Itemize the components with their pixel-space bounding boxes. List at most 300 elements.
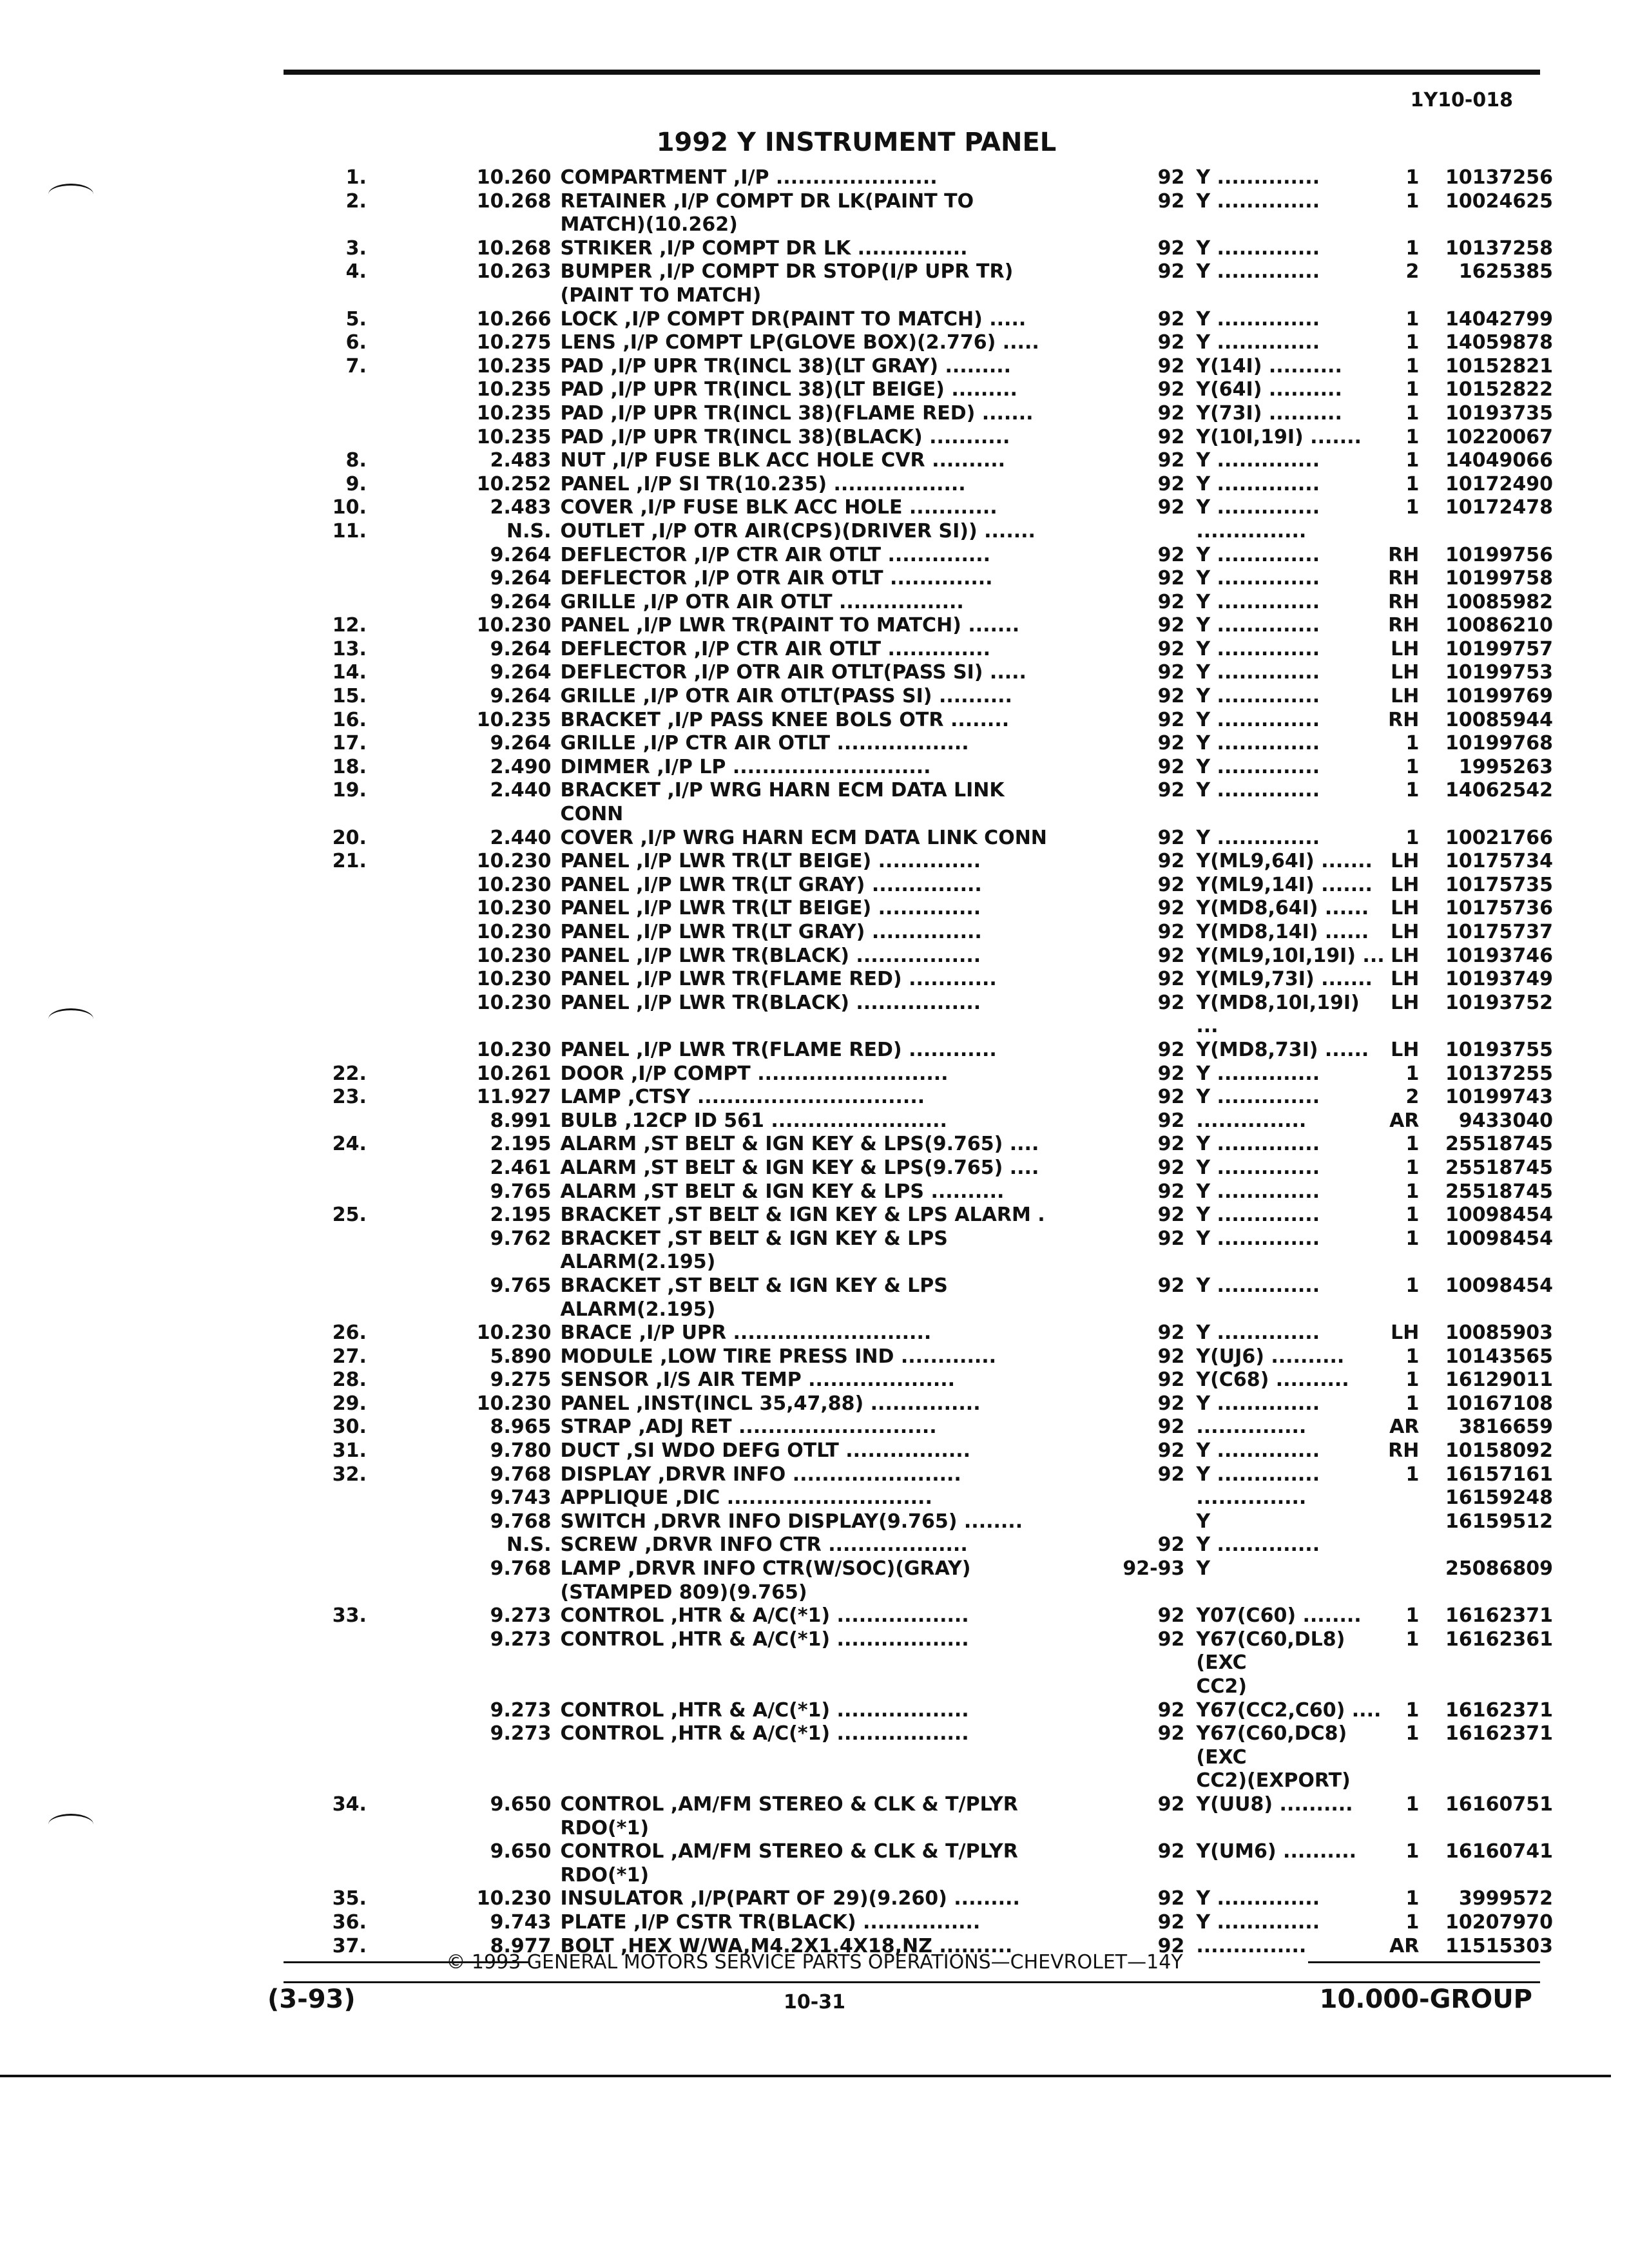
part-description: PANEL ,I/P LWR TR(PAINT TO MATCH) .......: [560, 614, 1020, 637]
part-description: LAMP ,DRVR INFO CTR(W/SOC)(GRAY) (STAMPED 809)(9.765): [560, 1557, 971, 1604]
quantity: LH: [1391, 637, 1420, 660]
margin-mark: [48, 1008, 93, 1030]
quantity: LH: [1391, 1038, 1420, 1061]
usage-code: Y ..............: [1196, 1086, 1320, 1109]
page-number: 10-31: [784, 1991, 845, 2013]
table-row: [303, 1110, 1553, 1133]
model-year: 92: [1157, 425, 1185, 448]
quantity: 1: [1405, 189, 1420, 213]
part-number: 10220067: [1445, 425, 1553, 448]
item-number: 37.: [332, 1934, 367, 1957]
part-description: STRIKER ,I/P COMPT DR LK ...............: [560, 236, 968, 260]
item-number: 30.: [332, 1416, 367, 1439]
usage-code: Y ..............: [1196, 472, 1320, 495]
model-year: 92: [1157, 637, 1185, 660]
item-number: 24.: [332, 1133, 367, 1156]
part-description: APPLIQUE ,DIC ............................: [560, 1486, 932, 1510]
part-number: 10199757: [1445, 637, 1553, 660]
quantity: 1: [1405, 1345, 1420, 1368]
model-year: 92: [1157, 260, 1185, 284]
table-row: [303, 1180, 1553, 1204]
item-number: 11.: [332, 519, 367, 543]
top-rule: [284, 70, 1540, 75]
usage-code: Y ..............: [1196, 685, 1320, 708]
item-number: 25.: [332, 1204, 367, 1227]
group-number: 9.273: [490, 1722, 552, 1745]
part-number: 10158092: [1445, 1439, 1553, 1463]
item-number: 17.: [332, 732, 367, 755]
item-number: 27.: [332, 1345, 367, 1368]
usage-code: Y ..............: [1196, 1439, 1320, 1463]
group-number: 2.483: [490, 449, 552, 472]
usage-code: Y ..............: [1196, 1321, 1320, 1345]
usage-code: Y(ML9,14I) .......: [1196, 873, 1373, 896]
group-number: 9.275: [490, 1369, 552, 1392]
part-description: DEFLECTOR ,I/P CTR AIR OTLT ..............: [560, 543, 991, 566]
part-number: 10193755: [1445, 1038, 1553, 1061]
table-row: [303, 544, 1553, 568]
usage-code: ...............: [1196, 1416, 1307, 1439]
model-year: 92: [1157, 1840, 1185, 1863]
group-number: 9.273: [490, 1628, 552, 1651]
table-row: [303, 1039, 1553, 1062]
group-number: 2.440: [490, 826, 552, 849]
table-row: [303, 850, 1553, 874]
quantity: 1: [1405, 1392, 1420, 1415]
part-description: CONTROL ,AM/FM STEREO & CLK & T/PLYR RDO(*1): [560, 1840, 1018, 1887]
quantity: LH: [1391, 944, 1420, 967]
table-row: [303, 661, 1553, 685]
usage-code: ...............: [1196, 519, 1307, 543]
model-year: 92: [1157, 1604, 1185, 1628]
group-number: 10.230: [476, 921, 552, 943]
quantity: 1: [1405, 1604, 1420, 1628]
item-number: 19.: [332, 779, 367, 802]
table-row: [303, 1557, 1553, 1604]
part-description: BULB ,12CP ID 561 ........................: [560, 1109, 947, 1132]
group-number: 5.890: [490, 1345, 552, 1368]
model-year: 92: [1157, 1038, 1185, 1061]
quantity: 1: [1405, 166, 1420, 189]
usage-code: Y ..............: [1196, 236, 1320, 260]
model-year: 92: [1157, 1910, 1185, 1934]
part-number: 10199756: [1445, 543, 1553, 566]
model-year: 92: [1157, 1133, 1185, 1156]
table-row: [303, 874, 1553, 898]
usage-code: Y ..............: [1196, 260, 1320, 284]
part-description: ALARM ,ST BELT & IGN KEY & LPS ..........: [560, 1180, 1005, 1203]
usage-code: Y: [1196, 1557, 1211, 1581]
part-description: PAD ,I/P UPR TR(INCL 38)(LT BEIGE) .........: [560, 378, 1017, 401]
table-row: [303, 1439, 1553, 1463]
part-number: 10085982: [1445, 590, 1553, 613]
table-row: [303, 1533, 1553, 1557]
quantity: 1: [1405, 1698, 1420, 1722]
part-number: 10143565: [1445, 1345, 1553, 1368]
part-number: 10098454: [1445, 1274, 1553, 1297]
margin-mark: [48, 184, 93, 205]
part-description: CONTROL ,HTR & A/C(*1) ..................: [560, 1698, 969, 1722]
table-row: [303, 520, 1553, 544]
part-description: RETAINER ,I/P COMPT DR LK(PAINT TO MATCH)(10.262): [560, 189, 974, 236]
usage-code: Y ..............: [1196, 708, 1320, 731]
usage-code: ...............: [1196, 1486, 1307, 1510]
usage-code: Y(UJ6) ..........: [1196, 1345, 1345, 1368]
group-number: 9.273: [490, 1604, 552, 1628]
part-description: GRILLE ,I/P CTR AIR OTLT ..................: [560, 732, 969, 755]
part-number: 10199768: [1445, 732, 1553, 755]
part-number: 10137255: [1445, 1062, 1553, 1085]
part-description: PLATE ,I/P CSTR TR(BLACK) ................: [560, 1910, 981, 1934]
part-description: BOLT ,HEX W/WA,M4.2X1.4X18,NZ ..........: [560, 1934, 1013, 1957]
item-number: 1.: [345, 166, 367, 189]
model-year: 92: [1157, 1086, 1185, 1109]
part-number: 3816659: [1458, 1416, 1553, 1439]
table-row: [303, 709, 1553, 733]
group-number: 9.264: [490, 661, 552, 684]
model-year: 92: [1157, 1345, 1185, 1368]
group-number: 10.235: [476, 425, 552, 448]
part-number: 10175734: [1445, 850, 1553, 873]
group-number: 10.275: [476, 331, 552, 354]
table-row: [303, 756, 1553, 780]
model-year: 92: [1157, 1369, 1185, 1392]
part-number: 10175736: [1445, 897, 1553, 920]
item-number: 9.: [345, 472, 367, 495]
group-number: 8.965: [490, 1416, 552, 1439]
part-number: 25086809: [1445, 1557, 1553, 1581]
parts-list: [303, 166, 1553, 1958]
table-row: [303, 449, 1553, 473]
group-number: 10.261: [476, 1062, 552, 1085]
item-number: 35.: [332, 1887, 367, 1910]
table-row: [303, 827, 1553, 850]
table-row: [303, 496, 1553, 520]
usage-code: Y ..............: [1196, 307, 1320, 331]
model-year: 92: [1157, 1439, 1185, 1463]
table-row: [303, 685, 1553, 709]
quantity: 1: [1405, 1227, 1420, 1250]
model-year: 92: [1157, 1628, 1185, 1651]
part-number: 9433040: [1458, 1109, 1553, 1132]
item-number: 33.: [332, 1604, 367, 1628]
group-number: 10.230: [476, 968, 552, 991]
part-number: 10193752: [1445, 991, 1553, 1014]
part-description: DIMMER ,I/P LP ...........................: [560, 755, 931, 778]
group-label: 10.000-GROUP: [1319, 1984, 1532, 2014]
copyright: © 1993 GENERAL MOTORS SERVICE PARTS OPERATIONS—CHEVROLET—14Y: [446, 1951, 1183, 1974]
part-description: ALARM ,ST BELT & IGN KEY & LPS(9.765) ....: [560, 1156, 1039, 1179]
usage-code: Y ..............: [1196, 661, 1320, 684]
item-number: 36.: [332, 1910, 367, 1934]
part-number: 16162371: [1445, 1604, 1553, 1628]
usage-code: Y ..............: [1196, 1204, 1320, 1227]
group-number: 10.230: [476, 991, 552, 1014]
quantity: 1: [1405, 401, 1420, 425]
item-number: 18.: [332, 755, 367, 778]
model-year: 92: [1157, 614, 1185, 637]
table-row: [303, 1274, 1553, 1321]
table-row: [303, 945, 1553, 968]
model-year: 92: [1157, 1887, 1185, 1910]
group-number: 9.273: [490, 1698, 552, 1722]
table-row: [303, 331, 1553, 355]
revision-date: (3-93): [267, 1984, 356, 2014]
model-year: 92: [1157, 472, 1185, 495]
part-description: PANEL ,I/P LWR TR(LT BEIGE) ..............: [560, 850, 981, 873]
table-row: [303, 1463, 1553, 1487]
part-number: 16160741: [1445, 1840, 1553, 1863]
usage-code: Y ..............: [1196, 1133, 1320, 1156]
table-row: [303, 638, 1553, 662]
part-number: 1625385: [1458, 260, 1553, 284]
model-year: 92: [1157, 590, 1185, 613]
table-row: [303, 1204, 1553, 1227]
part-number: 10085944: [1445, 708, 1553, 731]
quantity: AR: [1389, 1109, 1420, 1132]
quantity: 1: [1405, 331, 1420, 354]
part-number: 16129011: [1445, 1369, 1553, 1392]
group-number: 11.927: [476, 1086, 552, 1109]
part-description: NUT ,I/P FUSE BLK ACC HOLE CVR ..........: [560, 449, 1006, 472]
item-number: 28.: [332, 1369, 367, 1392]
table-row: [303, 992, 1553, 1039]
table-row: [303, 968, 1553, 992]
model-year: 92: [1157, 1698, 1185, 1722]
quantity: 1: [1405, 236, 1420, 260]
table-row: [303, 1699, 1553, 1723]
footer-rule: [284, 1981, 1540, 1983]
group-number: 2.440: [490, 779, 552, 802]
table-row: [303, 1321, 1553, 1345]
quantity: 1: [1405, 732, 1420, 755]
item-number: 13.: [332, 637, 367, 660]
group-number: 9.780: [490, 1439, 552, 1463]
usage-code: Y(MD8,73I) ......: [1196, 1038, 1369, 1061]
group-number: 8.991: [490, 1109, 552, 1132]
quantity: RH: [1388, 543, 1420, 566]
usage-code: Y ..............: [1196, 496, 1320, 519]
part-number: 10098454: [1445, 1227, 1553, 1250]
quantity: 1: [1405, 378, 1420, 401]
model-year: 92: [1157, 1204, 1185, 1227]
table-row: [303, 1369, 1553, 1392]
table-row: [303, 1392, 1553, 1416]
model-year: 92: [1157, 991, 1185, 1014]
model-year: 92: [1157, 543, 1185, 566]
quantity: 1: [1405, 307, 1420, 331]
part-number: 10199769: [1445, 685, 1553, 708]
part-description: CONTROL ,HTR & A/C(*1) ..................: [560, 1604, 969, 1628]
part-number: 10137256: [1445, 166, 1553, 189]
part-description: PAD ,I/P UPR TR(INCL 38)(BLACK) ...........: [560, 425, 1010, 448]
item-number: 26.: [332, 1321, 367, 1345]
model-year: 92: [1157, 685, 1185, 708]
usage-code: Y(UU8) ..........: [1196, 1792, 1353, 1816]
usage-code: Y ..............: [1196, 543, 1320, 566]
model-year: 92: [1157, 708, 1185, 731]
group-number: 9.264: [490, 590, 552, 613]
part-number: 10152821: [1445, 354, 1553, 378]
table-row: [303, 732, 1553, 756]
quantity: LH: [1391, 921, 1420, 943]
group-number: 9.264: [490, 543, 552, 566]
part-description: SENSOR ,I/S AIR TEMP ....................: [560, 1369, 956, 1392]
part-description: PANEL ,I/P LWR TR(BLACK) .................: [560, 991, 981, 1014]
part-description: SCREW ,DRVR INFO CTR ...................: [560, 1533, 968, 1557]
quantity: 1: [1405, 1910, 1420, 1934]
usage-code: Y ..............: [1196, 1533, 1320, 1557]
model-year: 92: [1157, 1934, 1185, 1957]
usage-code: ...............: [1196, 1934, 1307, 1957]
part-description: COVER ,I/P WRG HARN ECM DATA LINK CONN: [560, 826, 1047, 849]
item-number: 2.: [345, 189, 367, 213]
usage-code: Y(MD8,64I) ......: [1196, 897, 1369, 920]
part-number: 10085903: [1445, 1321, 1553, 1345]
model-year: 92: [1157, 1321, 1185, 1345]
item-number: 10.: [332, 496, 367, 519]
group-number: 10.230: [476, 614, 552, 637]
table-row: [303, 1157, 1553, 1180]
quantity: RH: [1388, 590, 1420, 613]
usage-code: Y ..............: [1196, 189, 1320, 213]
quantity: RH: [1388, 614, 1420, 637]
table-row: [303, 260, 1553, 307]
part-description: CONTROL ,HTR & A/C(*1) ..................: [560, 1628, 969, 1651]
part-description: PAD ,I/P UPR TR(INCL 38)(FLAME RED) .......: [560, 401, 1034, 425]
item-number: 23.: [332, 1086, 367, 1109]
part-description: BRACKET ,I/P PASS KNEE BOLS OTR ........: [560, 708, 1010, 731]
part-description: GRILLE ,I/P OTR AIR OTLT(PASS SI) ..........: [560, 685, 1012, 708]
part-number: 10172478: [1445, 496, 1553, 519]
group-number: 2.461: [490, 1156, 552, 1179]
part-description: PANEL ,I/P LWR TR(LT GRAY) ...............: [560, 921, 982, 943]
model-year: 92: [1157, 755, 1185, 778]
quantity: AR: [1389, 1934, 1420, 1957]
model-year: 92: [1157, 661, 1185, 684]
quantity: 2: [1405, 260, 1420, 284]
part-description: BRACKET ,I/P WRG HARN ECM DATA LINK CONN: [560, 779, 1005, 826]
quantity: 1: [1405, 755, 1420, 778]
group-number: 10.235: [476, 354, 552, 378]
part-number: 11515303: [1445, 1934, 1553, 1957]
usage-code: Y(MD8,14I) ......: [1196, 921, 1369, 943]
part-description: LOCK ,I/P COMPT DR(PAINT TO MATCH) .....: [560, 307, 1027, 331]
usage-code: Y ..............: [1196, 590, 1320, 613]
part-number: 10137258: [1445, 236, 1553, 260]
part-number: 16159512: [1445, 1510, 1553, 1533]
part-number: 16162361: [1445, 1628, 1553, 1651]
page-title: 1992 Y INSTRUMENT PANEL: [656, 128, 1057, 157]
usage-code: Y67(CC2,C60) ....: [1196, 1698, 1382, 1722]
quantity: 1: [1405, 449, 1420, 472]
usage-code: Y(10I,19I) .......: [1196, 425, 1362, 448]
usage-code: Y(UM6) ..........: [1196, 1840, 1357, 1863]
part-description: DEFLECTOR ,I/P OTR AIR OTLT(PASS SI) .....: [560, 661, 1027, 684]
part-number: 16162371: [1445, 1722, 1553, 1745]
part-description: DEFLECTOR ,I/P CTR AIR OTLT ..............: [560, 637, 991, 660]
part-number: 10193735: [1445, 401, 1553, 425]
usage-code: Y67(C60,DC8)(EXC CC2)(EXPORT): [1196, 1722, 1351, 1792]
part-number: 3999572: [1458, 1887, 1553, 1910]
part-description: BRACKET ,ST BELT & IGN KEY & LPS ALARM .: [560, 1204, 1045, 1227]
part-number: 10193749: [1445, 968, 1553, 991]
group-number: 10.230: [476, 897, 552, 920]
part-number: 10207970: [1445, 1910, 1553, 1934]
usage-code: Y ..............: [1196, 1227, 1320, 1250]
part-number: 10199758: [1445, 567, 1553, 590]
table-row: [303, 1062, 1553, 1086]
group-number: 9.743: [490, 1486, 552, 1510]
group-number: 10.230: [476, 944, 552, 967]
quantity: LH: [1391, 1321, 1420, 1345]
item-number: 32.: [332, 1463, 367, 1486]
item-number: 6.: [345, 331, 367, 354]
model-year: 92: [1157, 873, 1185, 896]
group-number: 9.264: [490, 637, 552, 660]
group-number: 2.195: [490, 1204, 552, 1227]
model-year: 92: [1157, 496, 1185, 519]
usage-code: Y ..............: [1196, 1180, 1320, 1203]
part-number: 1995263: [1458, 755, 1553, 778]
group-number: 9.768: [490, 1510, 552, 1533]
part-description: PANEL ,I/P LWR TR(FLAME RED) ............: [560, 968, 997, 991]
usage-code: Y ..............: [1196, 1887, 1320, 1910]
model-year: 92: [1157, 944, 1185, 967]
quantity: 1: [1405, 1133, 1420, 1156]
table-row: [303, 1887, 1553, 1911]
model-year: 92: [1157, 378, 1185, 401]
group-number: 9.264: [490, 567, 552, 590]
table-row: [303, 1793, 1553, 1840]
usage-code: Y ..............: [1196, 637, 1320, 660]
part-number: 25518745: [1445, 1133, 1553, 1156]
table-row: [303, 614, 1553, 638]
quantity: 1: [1405, 826, 1420, 849]
table-row: [303, 1722, 1553, 1793]
part-description: PANEL ,I/P LWR TR(FLAME RED) ............: [560, 1038, 997, 1061]
item-number: 4.: [345, 260, 367, 284]
group-number: 10.230: [476, 850, 552, 873]
model-year: 92: [1157, 1722, 1185, 1745]
group-number: 9.768: [490, 1463, 552, 1486]
group-number: 10.230: [476, 1887, 552, 1910]
model-year: 92: [1157, 1792, 1185, 1816]
quantity: 1: [1405, 1628, 1420, 1651]
group-number: 10.268: [476, 189, 552, 213]
part-description: OUTLET ,I/P OTR AIR(CPS)(DRIVER SI)) .......: [560, 519, 1036, 543]
model-year: 92: [1157, 189, 1185, 213]
model-year: 92: [1157, 1533, 1185, 1557]
group-number: 9.264: [490, 685, 552, 708]
usage-code: Y ..............: [1196, 1463, 1320, 1486]
model-year: 92: [1157, 1180, 1185, 1203]
model-year: 92: [1157, 236, 1185, 260]
part-description: DUCT ,SI WDO DEFG OTLT .................: [560, 1439, 971, 1463]
usage-code: Y(ML9,64I) .......: [1196, 850, 1373, 873]
table-row: [303, 779, 1553, 826]
group-number: N.S.: [506, 1533, 552, 1557]
table-row: [303, 1510, 1553, 1534]
group-number: 10.260: [476, 166, 552, 189]
group-number: 10.235: [476, 708, 552, 731]
model-year: 92: [1157, 1227, 1185, 1250]
group-number: 9.650: [490, 1840, 552, 1863]
table-row: [303, 1486, 1553, 1510]
table-row: [303, 1227, 1553, 1274]
usage-code: Y ..............: [1196, 826, 1320, 849]
model-year: 92: [1157, 968, 1185, 991]
